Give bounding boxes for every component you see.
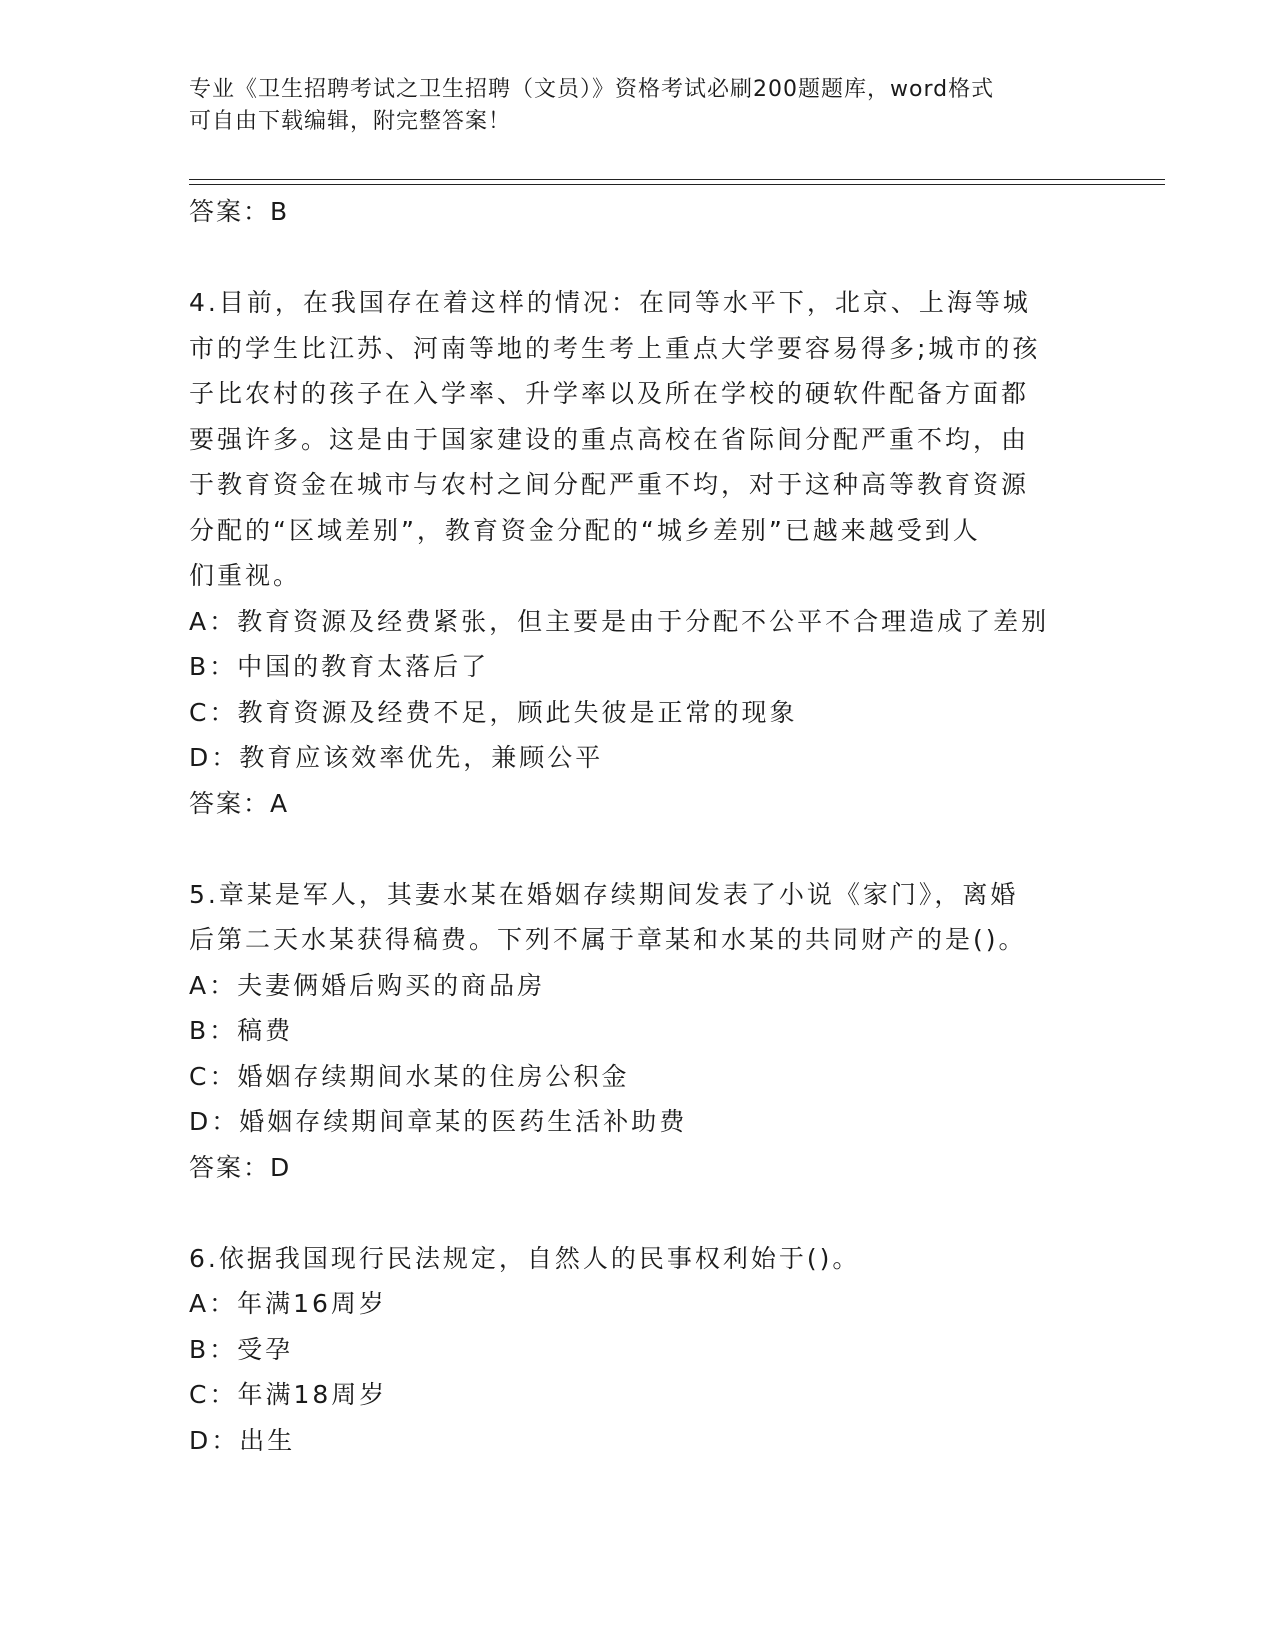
spacer bbox=[189, 826, 1089, 872]
question-6 bbox=[189, 1236, 1089, 1464]
option-d: D：婚姻存续期间章某的医药生活补助费 bbox=[189, 1107, 688, 1136]
question-stem-line: 于教育资金在城市与农村之间分配严重不均，对于这种高等教育资源 bbox=[189, 470, 1030, 499]
header-title-line-2: 可自由下载编辑，附完整答案！ bbox=[189, 109, 512, 134]
question-stem-line: 子比农村的孩子在入学率、升学率以及所在学校的硬软件配备方面都 bbox=[189, 379, 1030, 408]
option-d: D：出生 bbox=[189, 1425, 296, 1455]
option-c: C：婚姻存续期间水某的住房公积金 bbox=[189, 1061, 630, 1091]
option-a: A：教育资源及经费紧张，但主要是由于分配不公平不合理造成了差别 bbox=[189, 606, 1050, 636]
spacer bbox=[189, 235, 1089, 281]
header-title-line-1: 专业《卫生招聘考试之卫生招聘（文员）》资格考试必刷200题题库，word格式 bbox=[189, 77, 995, 102]
question-stem-line: 6.依据我国现行民法规定，自然人的民事权利始于()。 bbox=[189, 1243, 861, 1273]
option-c: C：年满18周岁 bbox=[189, 1380, 388, 1409]
option-b: B：稿费 bbox=[189, 1016, 294, 1045]
question-stem-line: 要强许多。这是由于国家建设的重点高校在省际间分配严重不均，由 bbox=[189, 424, 1030, 454]
question-stem-line: 4.目前，在我国存在着这样的情况：在同等水平下，北京、上海等城 bbox=[189, 288, 1031, 317]
question-stem-line: 后第二天水某获得稿费。下列不属于章某和水某的共同财产的是()。 bbox=[189, 925, 1027, 954]
option-c: C：教育资源及经费不足，顾此失彼是正常的现象 bbox=[189, 697, 798, 727]
option-b: B：中国的教育太落后了 bbox=[189, 652, 490, 681]
question-stem-line: 市的学生比江苏、河南等地的考生考上重点大学要容易得多;城市的孩 bbox=[189, 333, 1041, 363]
question-stem-line: 们重视。 bbox=[189, 561, 302, 590]
answer: 答案：A bbox=[189, 788, 290, 818]
option-a: A：年满16周岁 bbox=[189, 1289, 387, 1318]
document-header bbox=[189, 74, 1089, 138]
previous-answer: 答案：B bbox=[189, 197, 290, 226]
option-d: D：教育应该效率优先，兼顾公平 bbox=[189, 743, 604, 772]
question-stem-line: 5.章某是军人，其妻水某在婚姻存续期间发表了小说《家门》，离婚 bbox=[189, 879, 1019, 909]
question-stem-line: 分配的“区域差别”，教育资金分配的“城乡差别”已越来越受到人 bbox=[189, 515, 981, 545]
option-b: B：受孕 bbox=[189, 1334, 294, 1364]
spacer bbox=[189, 1190, 1089, 1236]
header-divider-bottom bbox=[189, 184, 1165, 185]
option-a: A：夫妻俩婚后购买的商品房 bbox=[189, 970, 546, 1000]
answer: 答案：D bbox=[189, 1152, 292, 1182]
question-4 bbox=[189, 280, 1089, 826]
question-5 bbox=[189, 872, 1089, 1191]
question-list bbox=[189, 189, 1089, 1463]
header-divider-top bbox=[189, 179, 1165, 180]
